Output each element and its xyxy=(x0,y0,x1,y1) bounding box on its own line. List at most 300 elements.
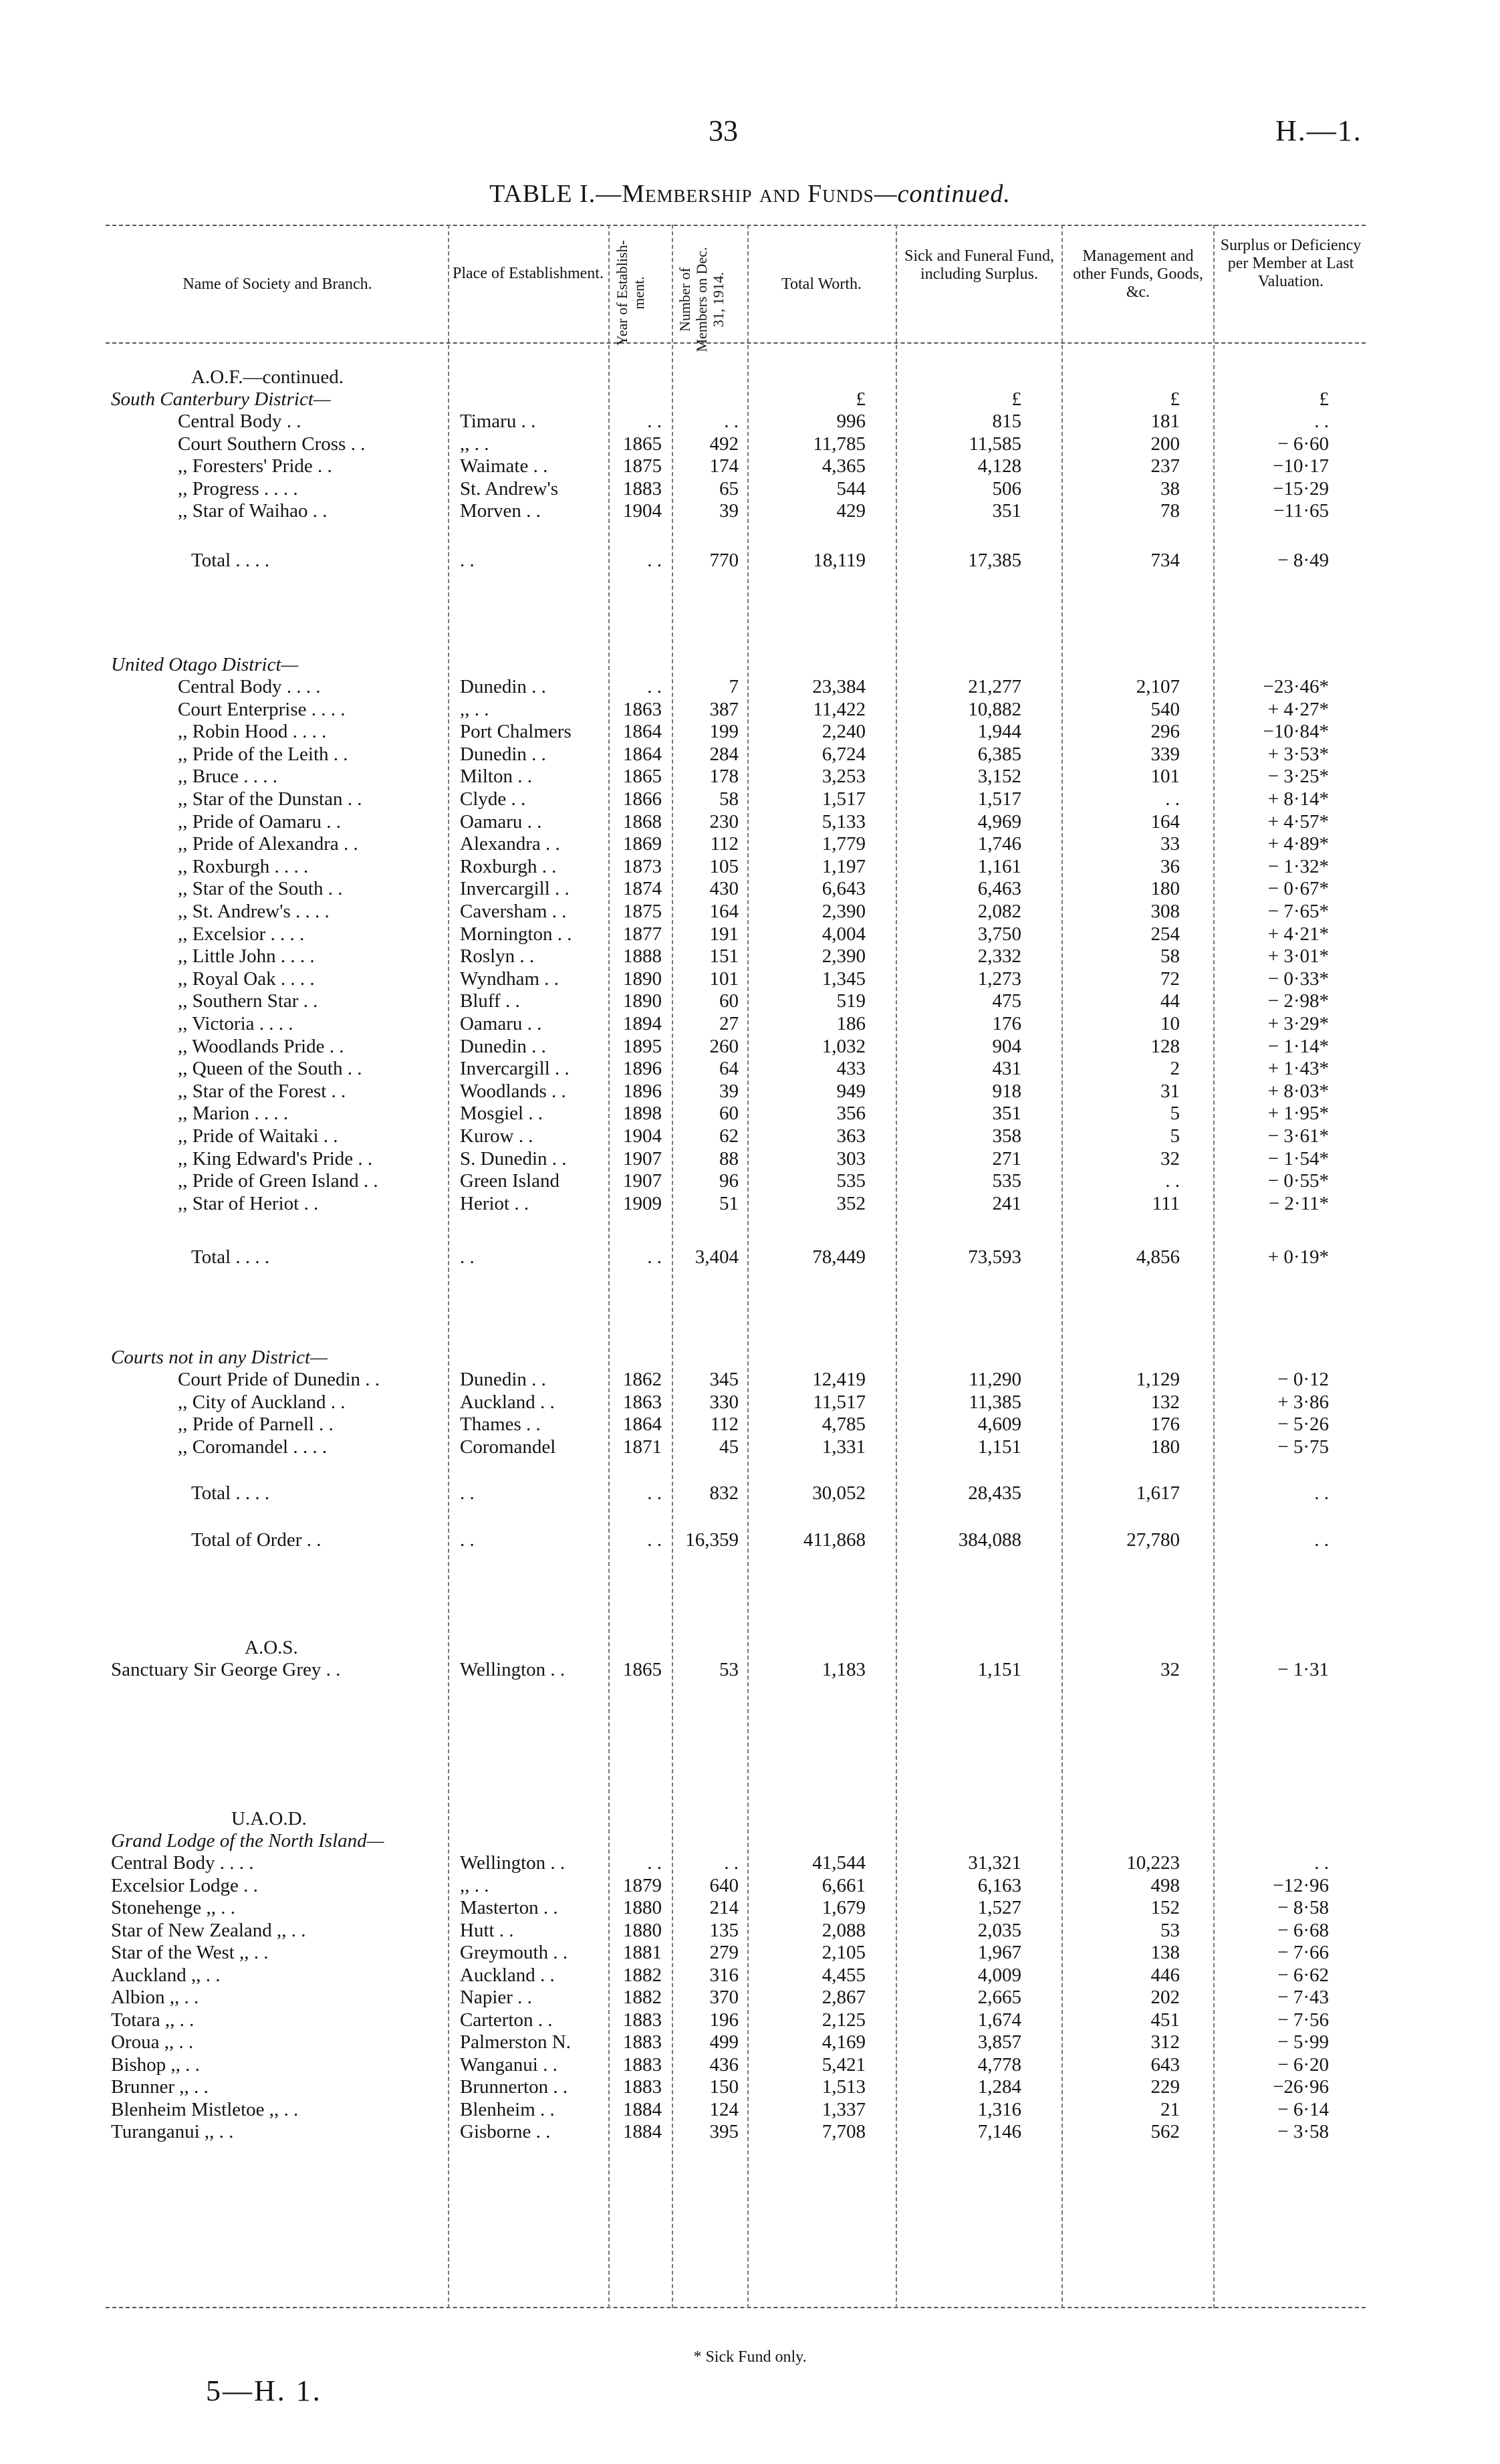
cell-place: Invercargill . . xyxy=(460,878,570,900)
table-row xyxy=(0,2009,1500,2031)
cell-management: 308 xyxy=(1150,901,1180,922)
cell-members: 164 xyxy=(709,901,739,922)
table-row xyxy=(0,1659,1500,1681)
cell-year: . . xyxy=(647,550,662,571)
title-prefix: TABLE I.— xyxy=(489,180,622,208)
cell-surplus: + 1·43* xyxy=(1267,1058,1329,1080)
cell-management: 128 xyxy=(1150,1035,1180,1057)
cell-worth: 1,345 xyxy=(822,968,866,990)
cell-year: 1882 xyxy=(623,1987,662,2008)
cell-sick: 1,273 xyxy=(977,968,1021,990)
table-row xyxy=(0,478,1500,500)
cell-members: 124 xyxy=(709,2098,739,2120)
cell-management: 181 xyxy=(1150,411,1180,432)
cell-sick: 506 xyxy=(992,477,1021,499)
cell-sick: 17,385 xyxy=(968,550,1021,571)
cell-members: 191 xyxy=(709,923,739,945)
cell-place: Roslyn . . xyxy=(460,945,535,968)
table-row xyxy=(0,2031,1500,2053)
cell-surplus: − 7·56 xyxy=(1277,2009,1329,2031)
cell-worth: 2,125 xyxy=(822,2009,866,2031)
table-row xyxy=(0,1013,1500,1035)
cell-year: 1880 xyxy=(623,1919,662,1941)
cell-year: 1875 xyxy=(623,455,662,477)
table-row xyxy=(0,699,1500,721)
cell-sick: 11,585 xyxy=(969,433,1021,455)
cell-name: ,, Pride of Green Island . . xyxy=(178,1170,378,1192)
cell-members: 3,404 xyxy=(695,1246,739,1268)
cell-surplus: + 4·57* xyxy=(1267,810,1329,832)
group-title-courts: Courts not in any District— xyxy=(111,1347,328,1368)
cell-surplus: −26·96 xyxy=(1272,2076,1329,2098)
cell-surplus: + 4·89* xyxy=(1267,833,1329,855)
table-row xyxy=(0,1369,1500,1391)
cell-management: 540 xyxy=(1150,698,1180,720)
cell-management: 53 xyxy=(1160,1919,1180,1941)
table-row xyxy=(0,1987,1500,2009)
cell-sick: 1,151 xyxy=(977,1659,1021,1680)
cell-place: Auckland . . xyxy=(460,1964,555,1986)
cell-sick: 2,082 xyxy=(977,901,1021,922)
cell-worth: 41,544 xyxy=(812,1852,866,1874)
cell-year: 1894 xyxy=(623,1013,662,1034)
cell-members: 60 xyxy=(719,1103,739,1125)
table-row xyxy=(0,901,1500,923)
cell-place: Clyde . . xyxy=(460,788,526,810)
table-row xyxy=(0,990,1500,1012)
cell-surplus: −15·29 xyxy=(1272,477,1329,499)
cell-surplus: − 0·12 xyxy=(1277,1369,1329,1390)
table-row xyxy=(0,1058,1500,1080)
cell-worth: 3,253 xyxy=(822,766,866,788)
cell-worth: 1,032 xyxy=(822,1035,866,1057)
cell-name: ,, Royal Oak . . . . xyxy=(178,968,315,990)
cell-sick: 11,290 xyxy=(969,1369,1021,1390)
cell-place: Napier . . xyxy=(460,1987,532,2008)
cell-management: 254 xyxy=(1150,923,1180,945)
header-members: Number of Members on Dec. 31, 1914. xyxy=(676,247,727,352)
cell-year: 1874 xyxy=(623,878,662,900)
cell-members: 199 xyxy=(709,721,739,743)
cell-surplus: − 3·58 xyxy=(1277,2121,1329,2142)
currency-surplus: £ xyxy=(1319,388,1329,410)
cell-year: 1868 xyxy=(623,810,662,832)
cell-members: 53 xyxy=(719,1659,739,1680)
cell-name: ,, St. Andrew's . . . . xyxy=(178,901,330,922)
cell-surplus: − 6·60 xyxy=(1277,433,1329,455)
cell-management: 180 xyxy=(1150,1436,1180,1458)
cell-name: Court Southern Cross . . xyxy=(178,433,366,455)
table-row xyxy=(0,1125,1500,1147)
table-row xyxy=(0,856,1500,878)
cell-members: 430 xyxy=(709,878,739,900)
cell-year: 1864 xyxy=(623,743,662,765)
cell-sick: 2,035 xyxy=(977,1919,1021,1941)
cell-place: Milton . . xyxy=(460,766,532,788)
cell-name: ,, Progress . . . . xyxy=(178,477,298,499)
cell-sick: 351 xyxy=(992,500,1021,522)
cell-name: Excelsior Lodge . . xyxy=(111,1874,258,1896)
cell-sick: 815 xyxy=(992,411,1021,432)
cell-sick: 4,128 xyxy=(977,455,1021,477)
cell-surplus: − 1·32* xyxy=(1267,855,1329,877)
cell-worth: 1,337 xyxy=(822,2098,866,2120)
cell-sick: 7,146 xyxy=(977,2121,1021,2142)
cell-members: 96 xyxy=(719,1170,739,1192)
cell-worth: 4,455 xyxy=(822,1964,866,1986)
cell-management: 296 xyxy=(1150,721,1180,743)
group-title-aof: A.O.F.—continued. xyxy=(191,366,344,388)
header-name: Name of Society and Branch. xyxy=(182,275,372,293)
cell-sick: 4,969 xyxy=(977,810,1021,832)
cell-place: Dunedin . . xyxy=(460,1369,546,1390)
cell-year: . . xyxy=(647,676,662,697)
cell-worth: 23,384 xyxy=(812,676,866,697)
cell-surplus: − 6·20 xyxy=(1277,2053,1329,2076)
cell-surplus: − 8·58 xyxy=(1277,1897,1329,1918)
cell-year: . . xyxy=(647,1246,662,1268)
cell-members: 150 xyxy=(709,2076,739,2098)
table-row xyxy=(0,433,1500,455)
table-row xyxy=(0,788,1500,810)
cell-worth: 996 xyxy=(836,411,866,432)
table-row xyxy=(0,2121,1500,2143)
cell-worth: 411,868 xyxy=(803,1529,866,1551)
cell-members: 196 xyxy=(709,2009,739,2031)
cell-place: Caversham . . xyxy=(460,901,567,922)
cell-management: . . xyxy=(1165,1170,1180,1192)
cell-members: 387 xyxy=(709,698,739,720)
table-row xyxy=(0,1436,1500,1458)
cell-worth: 1,679 xyxy=(822,1897,866,1918)
header-top-rule xyxy=(106,225,1366,226)
cell-management: 2,107 xyxy=(1136,676,1180,697)
cell-worth: 535 xyxy=(836,1170,866,1192)
cell-year: 1904 xyxy=(623,1125,662,1147)
cell-name: Turanganui ,, . . xyxy=(111,2121,234,2142)
cell-management: 10 xyxy=(1160,1013,1180,1034)
cell-worth: 78,449 xyxy=(812,1246,866,1268)
cell-members: 316 xyxy=(709,1964,739,1986)
cell-place: Blenheim . . xyxy=(460,2098,555,2120)
cell-members: . . xyxy=(724,1852,739,1874)
cell-place: Waimate . . xyxy=(460,455,548,477)
cell-surplus: . . xyxy=(1314,1482,1329,1504)
cell-management: 72 xyxy=(1160,968,1180,990)
cell-members: 45 xyxy=(719,1436,739,1458)
cell-place: Auckland . . xyxy=(460,1391,555,1413)
cell-year: 1875 xyxy=(623,901,662,922)
cell-sick: 904 xyxy=(992,1035,1021,1057)
currency-worth: £ xyxy=(856,388,866,410)
cell-sick: 1,517 xyxy=(977,788,1021,810)
cell-name: ,, Victoria . . . . xyxy=(178,1013,293,1034)
cell-members: 640 xyxy=(709,1874,739,1896)
cell-management: 180 xyxy=(1150,878,1180,900)
footnote: * Sick Fund only. xyxy=(693,2348,807,2366)
table-row xyxy=(0,1170,1500,1192)
cell-worth: 5,421 xyxy=(822,2053,866,2076)
cell-management: 5 xyxy=(1170,1103,1180,1125)
cell-worth: 11,517 xyxy=(813,1391,866,1413)
cell-name: Albion ,, . . xyxy=(111,1987,199,2008)
cell-management: 138 xyxy=(1150,1942,1180,1963)
cell-name: ,, Little John . . . . xyxy=(178,945,315,968)
cell-members: 39 xyxy=(719,1080,739,1102)
cell-name: ,, Queen of the South . . xyxy=(178,1058,362,1080)
table-row xyxy=(0,411,1500,433)
cell-surplus: − 2·11* xyxy=(1268,1192,1329,1214)
cell-management: 339 xyxy=(1150,743,1180,765)
cell-place: Wellington . . xyxy=(460,1659,566,1680)
cell-place: Wanganui . . xyxy=(460,2053,557,2076)
cell-surplus: − 7·65* xyxy=(1267,901,1329,922)
cell-surplus: + 3·01* xyxy=(1267,945,1329,968)
cell-management: 1,129 xyxy=(1136,1369,1180,1390)
cell-sick: 241 xyxy=(992,1192,1021,1214)
cell-name: ,, Star of the South . . xyxy=(178,878,343,900)
cell-surplus: − 0·67* xyxy=(1267,878,1329,900)
cell-members: 178 xyxy=(709,766,739,788)
cell-name: Total . . . . xyxy=(191,550,270,571)
table-row xyxy=(0,744,1500,766)
cell-worth: 2,867 xyxy=(822,1987,866,2008)
cell-worth: 2,105 xyxy=(822,1942,866,1963)
cell-name: ,, Southern Star . . xyxy=(178,990,318,1012)
cell-sick: 176 xyxy=(992,1013,1021,1034)
cell-surplus: −10·17 xyxy=(1272,455,1329,477)
cell-members: 395 xyxy=(709,2121,739,2142)
table-row xyxy=(0,500,1500,522)
cell-surplus: −10·84* xyxy=(1263,721,1329,743)
cell-sick: 351 xyxy=(992,1103,1021,1125)
cell-worth: 1,517 xyxy=(822,788,866,810)
cell-place: Mornington . . xyxy=(460,923,572,945)
cell-name: Star of New Zealand ,, . . xyxy=(111,1919,306,1941)
cell-management: 58 xyxy=(1160,945,1180,968)
cell-place: Palmerston N. xyxy=(460,2031,571,2053)
cell-place: Mosgiel . . xyxy=(460,1103,543,1125)
total-row xyxy=(0,550,1500,572)
cell-year: 1883 xyxy=(623,2009,662,2031)
cell-name: Oroua ,, . . xyxy=(111,2031,194,2053)
cell-surplus: + 3·29* xyxy=(1267,1013,1329,1034)
cell-management: 2 xyxy=(1170,1058,1180,1080)
cell-surplus: + 1·95* xyxy=(1267,1103,1329,1125)
cell-year: 1865 xyxy=(623,766,662,788)
table-bottom-rule xyxy=(106,2307,1366,2308)
cell-sick: 431 xyxy=(992,1058,1021,1080)
cell-year: 1904 xyxy=(623,500,662,522)
cell-worth: 4,004 xyxy=(822,923,866,945)
cell-worth: 429 xyxy=(836,500,866,522)
cell-year: 1883 xyxy=(623,2053,662,2076)
cell-sick: 2,332 xyxy=(977,945,1021,968)
cell-surplus: . . xyxy=(1314,411,1329,432)
cell-year: . . xyxy=(647,1482,662,1504)
cell-name: Brunner ,, . . xyxy=(111,2076,209,2098)
cell-place: Oamaru . . xyxy=(460,810,542,832)
cell-sick: 73,593 xyxy=(968,1246,1021,1268)
cell-place: Wyndham . . xyxy=(460,968,559,990)
cell-name: ,, Star of Waihao . . xyxy=(178,500,328,522)
cell-worth: 4,169 xyxy=(822,2031,866,2053)
cell-year: 1883 xyxy=(623,477,662,499)
cell-name: ,, Bruce . . . . xyxy=(178,766,277,788)
cell-place: St. Andrew's xyxy=(460,477,559,499)
table-row xyxy=(0,1103,1500,1125)
cell-place: Hutt . . xyxy=(460,1919,514,1941)
cell-sick: 271 xyxy=(992,1147,1021,1169)
table-row xyxy=(0,811,1500,833)
cell-place: . . xyxy=(460,1529,475,1551)
header-worth: Total Worth. xyxy=(781,275,862,293)
group-title-otago: United Otago District— xyxy=(111,654,299,675)
order-total-row xyxy=(0,1529,1500,1551)
cell-year: 1890 xyxy=(623,968,662,990)
table-row xyxy=(0,1852,1500,1874)
cell-members: 284 xyxy=(709,743,739,765)
cell-place: Gisborne . . xyxy=(460,2121,551,2142)
cell-place: ,, . . xyxy=(460,1874,489,1896)
cell-name: ,, Excelsior . . . . xyxy=(178,923,305,945)
cell-place: Thames . . xyxy=(460,1414,541,1435)
cell-year: 1865 xyxy=(623,1659,662,1680)
cell-members: 436 xyxy=(709,2053,739,2076)
cell-worth: 11,785 xyxy=(813,433,866,455)
header-mgmt: Management and other Funds, Goods, &c. xyxy=(1073,247,1203,301)
cell-year: 1881 xyxy=(623,1942,662,1963)
cell-surplus: − 6·62 xyxy=(1277,1964,1329,1986)
group-title-south-canterbury: South Canterbury District— xyxy=(111,388,331,410)
cell-year: 1898 xyxy=(623,1103,662,1125)
cell-name: ,, Pride of Alexandra . . xyxy=(178,833,358,855)
cell-sick: 21,277 xyxy=(968,676,1021,697)
header-surplus: Surplus or Deficiency per Member at Last Valuation. xyxy=(1220,237,1362,290)
cell-members: 65 xyxy=(719,477,739,499)
cell-sick: 535 xyxy=(992,1170,1021,1192)
cell-name: ,, City of Auckland . . xyxy=(178,1391,346,1413)
page-signature: 5—H. 1. xyxy=(206,2374,322,2407)
cell-management: 5 xyxy=(1170,1125,1180,1147)
cell-sick: 2,665 xyxy=(977,1987,1021,2008)
cell-management: 31 xyxy=(1160,1080,1180,1102)
cell-surplus: + 8·03* xyxy=(1267,1080,1329,1102)
cell-place: Port Chalmers xyxy=(460,721,572,743)
cell-year: 1883 xyxy=(623,2031,662,2053)
cell-year: 1884 xyxy=(623,2098,662,2120)
cell-worth: 356 xyxy=(836,1103,866,1125)
cell-year: 1863 xyxy=(623,1391,662,1413)
table-row xyxy=(0,945,1500,968)
header-sick: Sick and Funeral Fund, including Surplus. xyxy=(904,247,1054,283)
cell-management: 44 xyxy=(1160,990,1180,1012)
table-row xyxy=(0,1920,1500,1942)
cell-name: Central Body . . xyxy=(178,411,301,432)
title-small-caps: Membership and Funds xyxy=(622,180,874,208)
table-row xyxy=(0,1875,1500,1897)
cell-place: . . xyxy=(460,1246,475,1268)
cell-sick: 6,385 xyxy=(977,743,1021,765)
cell-worth: 303 xyxy=(836,1147,866,1169)
table-row xyxy=(0,833,1500,855)
table-row xyxy=(0,1942,1500,1964)
table-row xyxy=(0,2054,1500,2076)
cell-members: 260 xyxy=(709,1035,739,1057)
cell-members: 112 xyxy=(710,1414,739,1435)
cell-name: ,, Pride of the Leith . . xyxy=(178,743,348,765)
cell-year: 1890 xyxy=(623,990,662,1012)
cell-sick: 1,746 xyxy=(977,833,1021,855)
cell-surplus: + 0·19* xyxy=(1267,1246,1329,1268)
cell-management: 498 xyxy=(1150,1874,1180,1896)
cell-year: . . xyxy=(647,1852,662,1874)
cell-name: Court Pride of Dunedin . . xyxy=(178,1369,380,1390)
cell-place: . . xyxy=(460,550,475,571)
cell-members: . . xyxy=(724,411,739,432)
cell-management: 446 xyxy=(1150,1964,1180,1986)
cell-place: Masterton . . xyxy=(460,1897,558,1918)
cell-year: 1907 xyxy=(623,1147,662,1169)
cell-worth: 544 xyxy=(836,477,866,499)
cell-management: 1,617 xyxy=(1136,1482,1180,1504)
cell-members: 88 xyxy=(719,1147,739,1169)
total-row xyxy=(0,1482,1500,1504)
cell-members: 58 xyxy=(719,788,739,810)
cell-management: 734 xyxy=(1150,550,1180,571)
cell-management: 101 xyxy=(1150,766,1180,788)
cell-members: 51 xyxy=(719,1192,739,1214)
cell-management: 562 xyxy=(1150,2121,1180,2142)
cell-sick: 1,967 xyxy=(977,1942,1021,1963)
cell-name: Total of Order . . xyxy=(191,1529,322,1551)
cell-management: 132 xyxy=(1150,1391,1180,1413)
cell-place: Timaru . . xyxy=(460,411,536,432)
cell-members: 151 xyxy=(709,945,739,968)
cell-place: Carterton . . xyxy=(460,2009,553,2031)
group-title-uaod: U.A.O.D. xyxy=(231,1808,307,1829)
cell-worth: 1,197 xyxy=(822,855,866,877)
cell-members: 770 xyxy=(709,550,739,571)
cell-name: ,, Roxburgh . . . . xyxy=(178,855,309,877)
cell-year: 1865 xyxy=(623,433,662,455)
cell-management: 10,223 xyxy=(1126,1852,1180,1874)
cell-name: ,, Foresters' Pride . . xyxy=(178,455,332,477)
cell-sick: 358 xyxy=(992,1125,1021,1147)
currency-row xyxy=(0,388,1500,411)
cell-surplus: − 6·68 xyxy=(1277,1919,1329,1941)
cell-management: 4,856 xyxy=(1136,1246,1180,1268)
cell-worth: 363 xyxy=(836,1125,866,1147)
cell-sick: 3,857 xyxy=(977,2031,1021,2053)
cell-management: 643 xyxy=(1150,2053,1180,2076)
cell-surplus: − 5·99 xyxy=(1277,2031,1329,2053)
cell-management: 164 xyxy=(1150,810,1180,832)
cell-members: 330 xyxy=(709,1391,739,1413)
cell-management: . . xyxy=(1165,788,1180,810)
cell-name: ,, Coromandel . . . . xyxy=(178,1436,328,1458)
cell-place: Green Island xyxy=(460,1170,559,1192)
title-suffix: —continued. xyxy=(874,180,1011,208)
cell-place: ,, . . xyxy=(460,698,489,720)
cell-surplus: − 1·14* xyxy=(1267,1035,1329,1057)
cell-worth: 6,643 xyxy=(822,878,866,900)
cell-worth: 1,183 xyxy=(822,1659,866,1680)
cell-members: 7 xyxy=(729,676,739,697)
cell-worth: 352 xyxy=(836,1192,866,1214)
cell-management: 33 xyxy=(1160,833,1180,855)
cell-worth: 4,785 xyxy=(822,1414,866,1435)
